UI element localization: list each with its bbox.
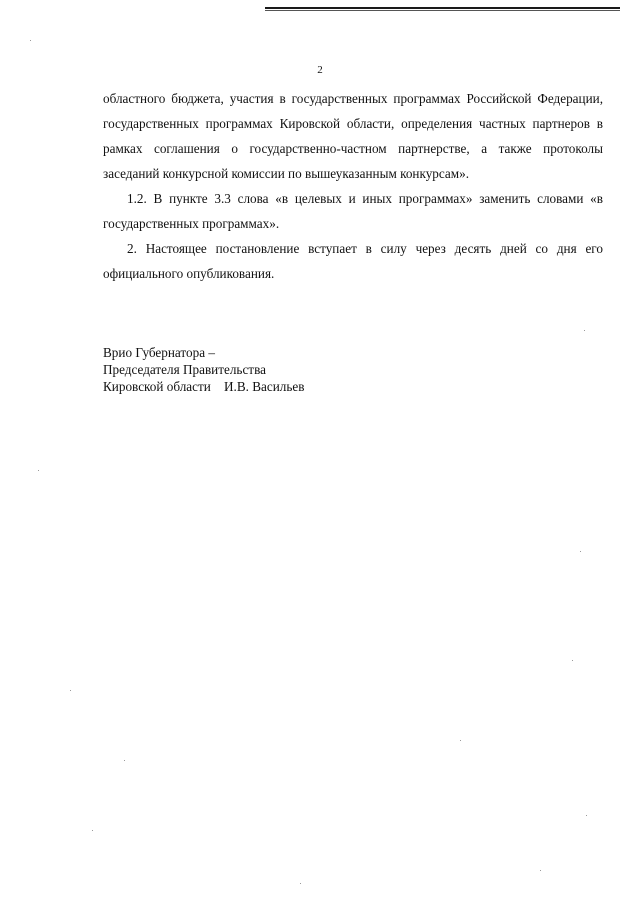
paragraph-clause-2: 2. Настоящее постановление вступает в силу через десять дней со дня его официального опубликования. <box>103 241 603 281</box>
signature-block <box>103 344 403 395</box>
scan-speck <box>92 830 93 831</box>
scan-speck <box>586 815 587 816</box>
scan-speck <box>584 330 585 331</box>
scan-speck <box>38 470 39 471</box>
top-rule <box>265 7 620 9</box>
signature-title-line: Врио Губернатора – <box>103 345 215 360</box>
document-body <box>103 86 603 286</box>
page-number: 2 <box>317 64 323 76</box>
scan-speck <box>540 870 541 871</box>
scan-speck <box>124 760 125 761</box>
paragraph-clause-1-2: 1.2. В пункте 3.3 слова «в целевых и иных программах» заменить словами «в государственных программах». <box>103 191 603 231</box>
paragraph-continuation: областного бюджета, участия в государственных программах Российской Федерации, государственных программах Кировской области, определения частных партнеров в рамках соглашения о государственно-частном партнерстве, а также протоколы заседаний конкурсной комиссии по вышеуказанным конкурсам». <box>103 91 603 181</box>
top-rule-shadow <box>265 10 620 11</box>
scan-speck <box>460 740 461 741</box>
scan-speck <box>30 40 31 41</box>
scan-speck <box>300 883 301 884</box>
signature-name-line: Кировской области И.В. Васильев <box>103 379 305 394</box>
signature-position-line: Председателя Правительства <box>103 362 266 377</box>
scan-speck <box>580 551 581 552</box>
scan-speck <box>572 660 573 661</box>
scan-speck <box>70 690 71 691</box>
